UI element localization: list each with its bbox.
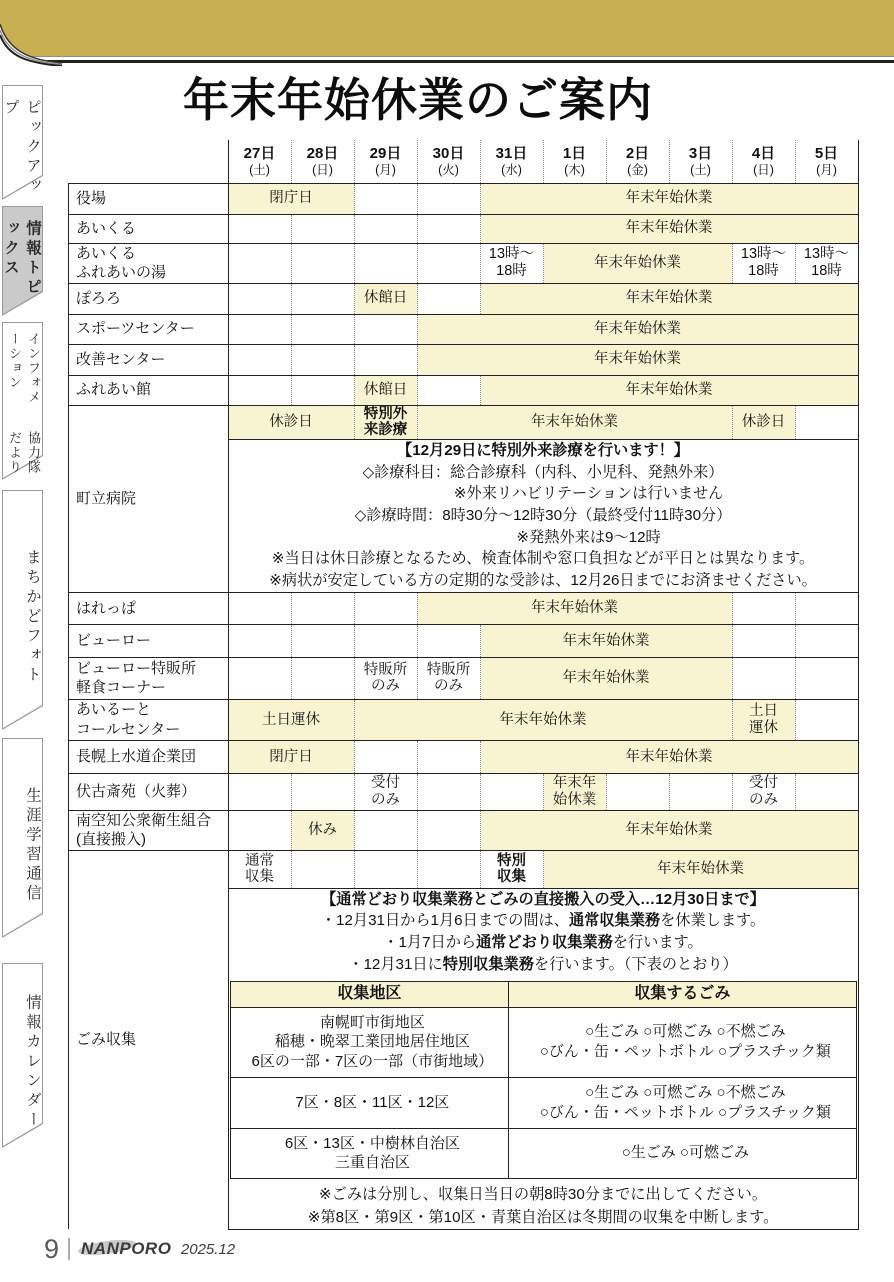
schedule-cell: 休診日 — [732, 405, 795, 439]
schedule-cell: 特販所 のみ — [354, 657, 417, 699]
date-weekday: (月) — [816, 163, 837, 178]
footer-divider — [68, 1238, 70, 1260]
schedule-cell-empty — [291, 344, 354, 375]
schedule-cell: 年末年始休業 — [417, 314, 858, 344]
tab-label — [2, 738, 43, 938]
date-header-cell — [228, 140, 291, 183]
collection-items-cell: ○生ごみ ○可燃ごみ ○不燃ごみ ○びん・缶・ペットボトル ○プラスチック類 — [509, 1007, 856, 1077]
schedule-cell-empty — [354, 740, 417, 773]
note-text-segment: ◇診療時間：8時30分～12時30分（最終受付11時30分） — [354, 507, 732, 525]
table-row — [69, 850, 859, 888]
tab-label-line: 情報トピックス — [2, 220, 41, 298]
schedule-cell-empty — [228, 214, 291, 243]
date-day: 28日 — [306, 144, 339, 162]
schedule-cell-empty — [417, 850, 480, 888]
garbage-table-row — [230, 1077, 856, 1128]
facility-label: あいくる — [69, 214, 229, 243]
table-row — [69, 592, 859, 624]
tab-label — [2, 322, 43, 480]
schedule-cell-empty — [606, 773, 669, 810]
garbage-note-line — [230, 932, 857, 954]
header-corner-cell — [69, 140, 229, 183]
schedule-cell: 閉庁日 — [228, 740, 354, 773]
schedule-cell-empty — [732, 592, 795, 624]
schedule-cell-empty — [228, 624, 291, 657]
tab-label-line: まちかどフォト — [24, 548, 41, 686]
schedule-cell-empty — [417, 375, 480, 405]
garbage-table-row — [230, 1128, 856, 1179]
note-text-segment: ◇診療科目：総合診療科（内科、小児科、発熱外来） — [362, 463, 724, 481]
date-day: 27日 — [243, 144, 276, 162]
note-text-segment: 通常どおり収集業務 — [476, 934, 613, 951]
schedule-cell-empty — [354, 810, 417, 850]
hospital-note-line — [230, 483, 857, 505]
hospital-note-line — [230, 505, 857, 527]
schedule-cell-empty — [228, 344, 291, 375]
schedule-cell-empty — [228, 592, 291, 624]
table-row — [69, 740, 859, 773]
schedule-cell-empty — [354, 314, 417, 344]
schedule-cell-empty — [417, 283, 480, 314]
schedule-cell: 年末年 始休業 — [543, 773, 606, 810]
note-text-segment: を行います。（下表のとおり） — [533, 955, 738, 973]
schedule-cell-empty — [291, 624, 354, 657]
schedule-cell: 年末年始休業 — [417, 344, 858, 375]
holiday-schedule-table — [68, 140, 859, 1230]
schedule-cell: 受付 のみ — [732, 773, 795, 810]
page-number: 9 — [44, 1233, 60, 1264]
facility-label: 町立病院 — [69, 405, 229, 592]
hospital-note-line — [230, 527, 857, 549]
schedule-cell: 休館日 — [354, 375, 417, 405]
schedule-cell: 年末年始休業 — [480, 740, 858, 773]
schedule-cell-empty — [417, 214, 480, 243]
schedule-cell: 閉庁日 — [228, 183, 354, 214]
schedule-cell-empty — [291, 375, 354, 405]
note-text-segment: 【通常どおり収集業務とごみの直接搬入の受入…12月30日まで】 — [321, 890, 765, 908]
schedule-cell: 年末年始休業 — [543, 850, 858, 888]
schedule-cell-empty — [417, 740, 480, 773]
schedule-cell: 13時～ 18時 — [795, 243, 858, 283]
newsletter-logo — [81, 1239, 235, 1259]
schedule-cell-empty — [291, 214, 354, 243]
facility-label: スポーツセンター — [69, 314, 229, 344]
date-day: 4日 — [751, 144, 776, 162]
facility-label: 長幌上水道企業団 — [69, 740, 229, 773]
date-weekday: (土) — [249, 163, 270, 178]
collection-area-cell: 7区・8区・11区・12区 — [230, 1077, 509, 1128]
page-header-band — [0, 0, 894, 56]
issue-date: 2025.12 — [180, 1241, 236, 1258]
schedule-cell-empty — [354, 243, 417, 283]
schedule-cell: 年末年始休業 — [480, 810, 858, 850]
schedule-cell-empty — [795, 624, 858, 657]
schedule-cell: 年末年始休業 — [417, 592, 732, 624]
schedule-cell: 年末年始休業 — [543, 243, 732, 283]
schedule-cell: 年末年始休業 — [354, 699, 732, 740]
table-row — [69, 344, 859, 375]
schedule-cell: 年末年始休業 — [480, 375, 858, 405]
date-day: 30日 — [432, 144, 465, 162]
hospital-note-line — [230, 548, 857, 570]
schedule-cell-empty — [228, 375, 291, 405]
schedule-cell: 休診日 — [228, 405, 354, 439]
schedule-cell: 土日運休 — [228, 699, 354, 740]
table-row — [69, 810, 859, 850]
date-day: 1日 — [562, 144, 587, 162]
schedule-cell-empty — [732, 657, 795, 699]
note-text-segment: ・12月31日に — [348, 955, 443, 973]
facility-label: ふれあい館 — [69, 375, 229, 405]
garbage-table-header: 収集地区 — [230, 982, 509, 1007]
holiday-schedule — [68, 140, 859, 1230]
table-row — [69, 243, 859, 283]
schedule-cell: 休館日 — [354, 283, 417, 314]
schedule-cell-empty — [417, 624, 480, 657]
facility-label: 役場 — [69, 183, 229, 214]
schedule-cell-empty — [417, 773, 480, 810]
hospital-note-line — [230, 462, 857, 484]
hospital-notes-block — [228, 439, 858, 592]
date-weekday: (火) — [438, 163, 459, 178]
schedule-cell: 特別 収集 — [480, 850, 543, 888]
schedule-cell-empty — [291, 657, 354, 699]
schedule-cell-empty — [228, 657, 291, 699]
table-row — [69, 657, 859, 699]
facility-label: ビューロー特販所 軽食コーナー — [69, 657, 229, 699]
table-row — [69, 773, 859, 810]
schedule-cell-empty — [291, 314, 354, 344]
date-header-cell — [543, 140, 606, 183]
facility-label: 改善センター — [69, 344, 229, 375]
schedule-cell-empty — [795, 773, 858, 810]
sidebar-tab-4 — [2, 490, 43, 730]
date-weekday: (水) — [501, 163, 522, 178]
date-day: 31日 — [495, 144, 528, 162]
date-weekday: (金) — [627, 163, 648, 178]
garbage-table-header: 収集するごみ — [509, 982, 856, 1007]
sidebar-tab-3 — [2, 322, 43, 480]
garbage-table-row — [230, 1007, 856, 1077]
note-text-segment: ・12月31日から1月6日までの間は、 — [320, 912, 569, 930]
page-title: 年末年始休業のご案内 — [183, 74, 653, 126]
garbage-footnote: ※第8区・第9区・第10区・青葉自治区は冬期間の収集を中断します。 — [307, 1209, 779, 1227]
schedule-cell-empty — [228, 314, 291, 344]
schedule-cell: 受付 のみ — [354, 773, 417, 810]
date-header-cell — [732, 140, 795, 183]
page-footer — [44, 1234, 235, 1264]
date-weekday: (木) — [564, 163, 585, 178]
date-header-cell — [291, 140, 354, 183]
schedule-cell-empty — [291, 283, 354, 314]
facility-label: ビューロー — [69, 624, 229, 657]
schedule-cell-empty — [417, 810, 480, 850]
table-row — [69, 624, 859, 657]
schedule-cell: 特販所 のみ — [417, 657, 480, 699]
schedule-cell: 13時～ 18時 — [732, 243, 795, 283]
schedule-cell-empty — [354, 850, 417, 888]
date-weekday: (土) — [690, 163, 711, 178]
date-weekday: (日) — [753, 163, 774, 178]
garbage-footnote: ※ごみは分別し、収集日当日の朝8時30分までに出してください。 — [318, 1186, 768, 1204]
note-text-segment: 【12月29日に特別外来診療を行います！】 — [397, 442, 689, 460]
tab-label-line: 協力隊だより — [7, 431, 41, 475]
garbage-note-line — [230, 889, 857, 911]
facility-label: あいくる ふれあいの湯 — [69, 243, 229, 283]
logo-name: NANPORO — [81, 1239, 172, 1258]
date-day: 3日 — [688, 144, 713, 162]
schedule-cell-empty — [291, 243, 354, 283]
hospital-note-line — [230, 440, 857, 462]
facility-label: はれっぱ — [69, 592, 229, 624]
schedule-cell: 休み — [291, 810, 354, 850]
note-text-segment: ※病状が安定している方の定期的な受診は、12月26日までにお済ませください。 — [269, 571, 817, 589]
facility-label: 南空知公衆衛生組合 (直接搬入) — [69, 810, 229, 850]
note-text-segment: ※発熱外来は9～12時 — [425, 528, 661, 546]
date-weekday: (日) — [312, 163, 333, 178]
collection-items-cell: ○生ごみ ○可燃ごみ ○不燃ごみ ○びん・缶・ペットボトル ○プラスチック類 — [509, 1077, 856, 1128]
schedule-cell-empty — [291, 850, 354, 888]
schedule-cell-empty — [417, 243, 480, 283]
sidebar-tab-5 — [2, 738, 43, 938]
note-text-segment: ※当日は休日診療となるため、検査体制や窓口負担などが平日とは異なります。 — [271, 550, 815, 568]
garbage-collection-table — [230, 981, 857, 1179]
schedule-cell-empty — [795, 657, 858, 699]
garbage-notes-block — [228, 888, 858, 1229]
schedule-cell: 通常 収集 — [228, 850, 291, 888]
facility-label: ごみ収集 — [69, 850, 229, 1229]
date-day: 5日 — [814, 144, 839, 162]
schedule-cell: 年末年始休業 — [417, 405, 732, 439]
facility-label: ぽろろ — [69, 283, 229, 314]
tab-label — [2, 490, 43, 730]
schedule-cell-empty — [354, 624, 417, 657]
date-header-cell — [795, 140, 858, 183]
schedule-cell-empty — [228, 773, 291, 810]
sidebar-tab-2 — [2, 206, 43, 316]
schedule-cell: 年末年始休業 — [480, 283, 858, 314]
tab-label-line: 生涯学習通信 — [24, 786, 41, 904]
schedule-cell-empty — [354, 183, 417, 214]
tab-label-line: ピックアップ — [2, 99, 41, 197]
schedule-cell: 年末年始休業 — [480, 624, 732, 657]
schedule-cell-empty — [228, 810, 291, 850]
schedule-cell: 年末年始休業 — [480, 183, 858, 214]
tab-label — [2, 85, 43, 200]
date-day: 29日 — [369, 144, 402, 162]
hospital-note-line — [230, 570, 857, 592]
garbage-note-line — [230, 910, 857, 932]
table-row — [69, 375, 859, 405]
schedule-cell: 13時～ 18時 — [480, 243, 543, 283]
tab-label-line: 情報カレンダー — [24, 994, 41, 1131]
tab-label — [2, 963, 43, 1148]
schedule-cell-empty — [354, 344, 417, 375]
sidebar-tab-1 — [2, 85, 43, 200]
collection-area-cell: 南幌町市街地区 稲穂・晩翠工業団地居住地区 6区の一部・7区の一部（市街地域） — [230, 1007, 509, 1077]
table-row — [69, 699, 859, 740]
schedule-cell-empty — [228, 243, 291, 283]
table-row — [69, 283, 859, 314]
note-text-segment: 通常収集業務 — [568, 912, 661, 930]
table-row — [69, 214, 859, 243]
schedule-cell-empty — [669, 773, 732, 810]
facility-label: あいるーと コールセンター — [69, 699, 229, 740]
schedule-cell-empty — [795, 699, 858, 740]
date-header-cell — [606, 140, 669, 183]
schedule-cell-empty — [417, 183, 480, 214]
schedule-cell-empty — [291, 773, 354, 810]
table-row — [69, 405, 859, 439]
garbage-note-line — [230, 954, 857, 976]
date-header-cell — [354, 140, 417, 183]
note-text-segment: ・1月7日から — [383, 934, 477, 951]
tab-label-line: インフォメーション — [7, 332, 41, 405]
schedule-cell: 土日 運休 — [732, 699, 795, 740]
date-header-cell — [480, 140, 543, 183]
facility-label: 伏古斎苑（火葬） — [69, 773, 229, 810]
collection-items-cell: ○生ごみ ○可燃ごみ — [509, 1128, 856, 1179]
note-text-segment: 特別収集業務 — [442, 955, 534, 973]
table-row — [69, 314, 859, 344]
sidebar-tab-6 — [2, 963, 43, 1148]
date-day: 2日 — [625, 144, 650, 162]
date-weekday: (月) — [375, 163, 396, 178]
schedule-cell: 特別外 来診療 — [354, 405, 417, 439]
schedule-cell-empty — [795, 405, 858, 439]
date-header-cell — [417, 140, 480, 183]
collection-area-cell: 6区・13区・中樹林自治区 三重自治区 — [230, 1128, 509, 1179]
table-row — [69, 183, 859, 214]
band-divider-line — [0, 60, 894, 63]
date-header-cell — [669, 140, 732, 183]
schedule-cell: 年末年始休業 — [480, 657, 732, 699]
schedule-cell-empty — [732, 624, 795, 657]
schedule-cell-empty — [795, 592, 858, 624]
schedule-cell-empty — [354, 592, 417, 624]
schedule-cell-empty — [291, 592, 354, 624]
note-text-segment: を休業します。 — [660, 912, 766, 930]
tab-label — [2, 206, 43, 316]
schedule-cell-empty — [480, 773, 543, 810]
note-text-segment: を行います。 — [612, 934, 703, 951]
schedule-cell-empty — [228, 283, 291, 314]
schedule-cell: 年末年始休業 — [480, 214, 858, 243]
page-curl-icon — [0, 14, 62, 66]
note-text-segment: ※外来リハビリテーションは行いません — [362, 485, 724, 503]
schedule-cell-empty — [354, 214, 417, 243]
